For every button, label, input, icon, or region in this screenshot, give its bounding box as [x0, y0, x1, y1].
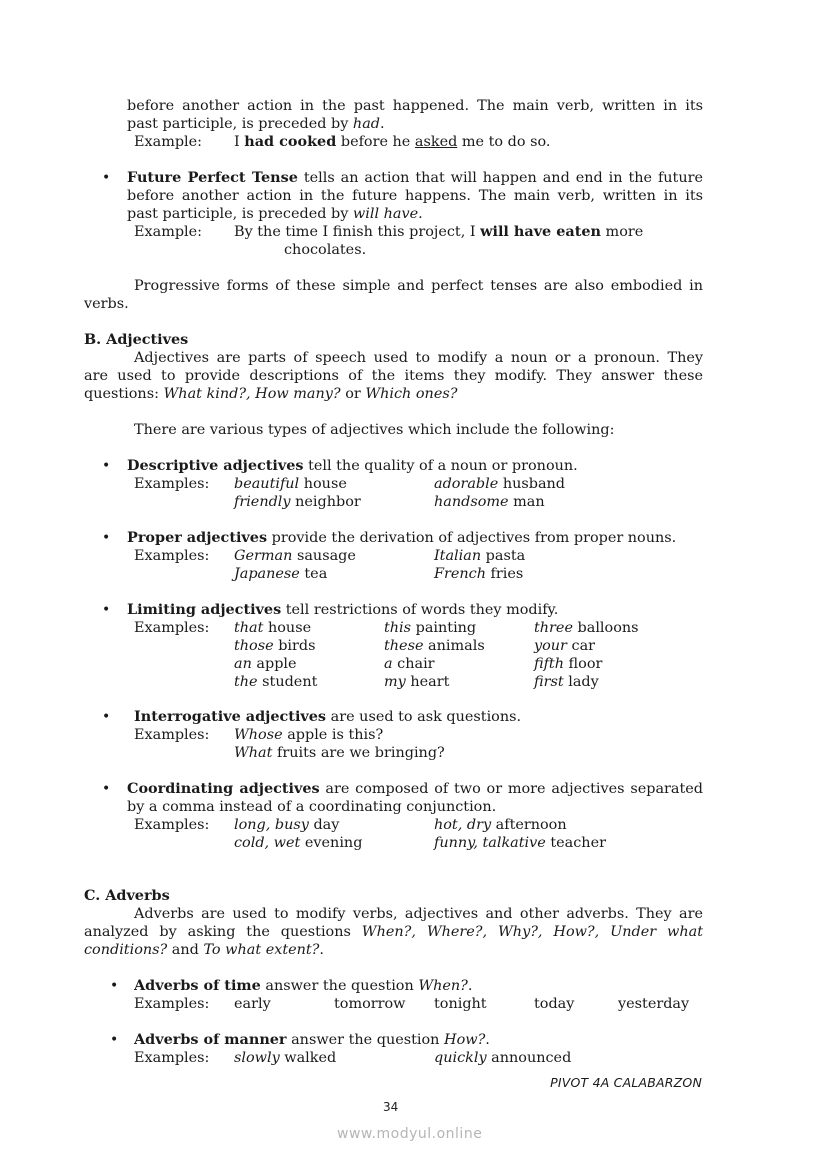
example-phrase [234, 619, 311, 637]
italic-text: When?, Where?, Why?, How?, Under what [361, 924, 703, 940]
italic-text: slowly [234, 1050, 280, 1066]
example-phrase [384, 619, 476, 637]
example-sentence [234, 223, 643, 241]
list-item-adverbs-time [134, 977, 472, 995]
text: questions: [84, 386, 164, 402]
example-phrase [384, 655, 435, 673]
list-item-limiting [127, 601, 558, 619]
bullet-icon: • [102, 602, 111, 618]
text: man [508, 494, 545, 510]
text: house [299, 476, 347, 492]
italic-text: first [534, 674, 564, 690]
text: before he [336, 134, 415, 150]
example-phrase [234, 637, 316, 655]
text: apple is this? [282, 727, 384, 743]
section-heading: C. Adverbs [84, 887, 170, 904]
examples-label: Examples: [134, 996, 210, 1012]
term: Coordinating adjectives [127, 780, 320, 797]
text: walked [279, 1050, 337, 1066]
text: floor [563, 656, 603, 672]
italic-text: Which ones? [365, 386, 458, 402]
paragraph-line: by a comma instead of a coordinating conjunction. [127, 799, 497, 815]
text: . [379, 116, 385, 132]
text: answer the question [286, 1032, 445, 1048]
paragraph-line [134, 349, 703, 367]
text: Adverbs are used to modify verbs, adjectives and other adverbs. They are [134, 906, 703, 922]
example-phrase [434, 493, 545, 511]
text: painting [411, 620, 477, 636]
italic-text: hot, dry [434, 817, 492, 833]
example-phrase [434, 565, 523, 583]
bold-text: had cooked [244, 133, 337, 150]
bullet-icon: • [102, 530, 111, 546]
text: lady [563, 674, 599, 690]
text: are used to ask questions. [326, 709, 522, 725]
italic-text: an [234, 656, 252, 672]
text: teacher [545, 835, 606, 851]
example-phrase [234, 816, 339, 834]
text: animals [423, 638, 485, 654]
text: . [418, 206, 423, 222]
example-phrase [534, 673, 599, 691]
text: I [234, 134, 245, 150]
text: fruits are we bringing? [272, 745, 445, 761]
bullet-icon: • [102, 170, 111, 186]
italic-text: beautiful [234, 476, 300, 492]
example-label: Example: [134, 134, 203, 150]
text: afternoon [491, 817, 567, 833]
example-phrase [234, 1049, 336, 1067]
italic-text: When? [418, 978, 468, 994]
example-phrase [234, 547, 356, 565]
text: announced [486, 1050, 572, 1066]
text: tells an action that will happen and end in the future [297, 170, 703, 186]
paragraph-line [127, 115, 385, 133]
examples-label: Examples: [134, 1050, 210, 1066]
italic-text: that [234, 620, 264, 636]
text: tea [299, 566, 328, 582]
paragraph-line: There are various types of adjectives which include the following: [134, 422, 615, 438]
text: past participle, is preceded by [127, 116, 353, 132]
bullet-icon: • [102, 709, 111, 725]
example-phrase [234, 744, 445, 762]
text: tell the quality of a noun or pronoun. [303, 458, 578, 474]
example-phrase [434, 1049, 571, 1067]
examples-label: Examples: [134, 476, 210, 492]
text: . [467, 978, 473, 994]
underlined-text: asked [414, 134, 458, 150]
text: analyzed by asking the questions [84, 924, 362, 940]
italic-text: three [534, 620, 573, 636]
example-label: Example: [134, 224, 203, 240]
text: before another action in the past happened. The main verb, written in its [127, 98, 703, 114]
example-phrase [534, 655, 602, 673]
paragraph-line [84, 923, 703, 941]
paragraph-line [127, 205, 423, 223]
italic-text: French [434, 566, 486, 582]
term: Adverbs of manner [134, 1031, 287, 1048]
example-sentence [234, 133, 550, 151]
text: apple [251, 656, 297, 672]
italic-text: fifth [534, 656, 564, 672]
example-phrase [234, 673, 317, 691]
italic-text: What [234, 745, 273, 761]
paragraph-line [127, 97, 703, 115]
paragraph-line [134, 277, 703, 295]
text: house [263, 620, 312, 636]
example-phrase [234, 655, 297, 673]
text: past participle, is preceded by [127, 206, 353, 222]
term: Proper adjectives [127, 529, 268, 546]
term: Future Perfect Tense [127, 169, 298, 186]
list-item-adverbs-manner [134, 1031, 490, 1049]
example-phrase [534, 637, 595, 655]
italic-text: What kind?, How many? [163, 386, 341, 402]
italic-text: To what extent? [203, 942, 320, 958]
list-item-proper [127, 529, 676, 547]
italic-text: handsome [434, 494, 509, 510]
italic-text: How? [444, 1032, 486, 1048]
text: birds [273, 638, 316, 654]
italic-text: this [384, 620, 412, 636]
text: are composed of two or more adjectives separated [319, 781, 703, 797]
bold-text: will have eaten [480, 223, 601, 240]
italic-text: the [234, 674, 258, 690]
text: are used to provide descriptions of the items they modify. They answer these [84, 368, 703, 384]
text: and [167, 942, 204, 958]
example-word: early [234, 996, 271, 1012]
text: husband [498, 476, 566, 492]
text: evening [300, 835, 363, 851]
text: chair [392, 656, 435, 672]
examples-label: Examples: [134, 620, 210, 636]
text: . [319, 942, 324, 958]
italic-text: Whose [234, 727, 283, 743]
paragraph-line [84, 941, 324, 959]
example-phrase [234, 726, 383, 744]
italic-text: Japanese [234, 566, 300, 582]
text: answer the question [260, 978, 419, 994]
italic-text: will have [352, 206, 419, 222]
italic-text: cold, wet [234, 835, 301, 851]
example-word: today [534, 996, 575, 1012]
italic-text: friendly [234, 494, 291, 510]
paragraph-line [84, 367, 703, 385]
term: Limiting adjectives [127, 601, 282, 618]
text: car [566, 638, 596, 654]
text: pasta [481, 548, 526, 564]
text: provide the derivation of adjectives from proper nouns. [267, 530, 677, 546]
text: heart [405, 674, 450, 690]
example-phrase [234, 565, 327, 583]
text: . [485, 1032, 490, 1048]
text: day [308, 817, 340, 833]
example-phrase [434, 475, 565, 493]
example-phrase [434, 547, 525, 565]
list-item-interrogative [134, 708, 521, 726]
text: sausage [292, 548, 356, 564]
text: me to do so. [457, 134, 551, 150]
text: Adjectives are parts of speech used to modify a noun or a pronoun. They [134, 350, 703, 366]
example-phrase [534, 619, 639, 637]
section-heading: B. Adjectives [84, 331, 189, 348]
example-phrase [384, 637, 485, 655]
paragraph-line [127, 187, 703, 205]
paragraph-line [127, 169, 703, 187]
italic-text: those [234, 638, 274, 654]
text: balloons [572, 620, 639, 636]
bullet-icon: • [110, 978, 119, 994]
text: tell restrictions of words they modify. [281, 602, 559, 618]
example-continuation: chocolates. [284, 242, 367, 258]
italic-text: had [352, 116, 380, 132]
list-item-descriptive [127, 457, 578, 475]
text: before another action in the future happens. The main verb, written in its [127, 188, 703, 204]
italic-text: funny, talkative [434, 835, 546, 851]
italic-text: Italian [434, 548, 482, 564]
example-phrase [234, 493, 361, 511]
page-number: 34 [383, 1100, 399, 1114]
italic-text: these [384, 638, 424, 654]
term: Adverbs of time [134, 977, 261, 994]
paragraph-line [134, 905, 703, 923]
example-phrase [234, 834, 362, 852]
text: fries [485, 566, 524, 582]
example-word: tonight [434, 996, 487, 1012]
text: By the time I finish this project, I [234, 224, 481, 240]
bullet-icon: • [102, 458, 111, 474]
paragraph-line: verbs. [84, 296, 129, 312]
italic-text: German [234, 548, 293, 564]
text: or [340, 386, 366, 402]
italic-text: your [534, 638, 567, 654]
watermark: www.modyul.online [337, 1126, 483, 1142]
term: Interrogative adjectives [134, 708, 327, 725]
paragraph-line [84, 385, 457, 403]
examples-label: Examples: [134, 548, 210, 564]
examples-label: Examples: [134, 817, 210, 833]
footer-source: PIVOT 4A CALABARZON [550, 1075, 702, 1090]
example-phrase [434, 834, 606, 852]
italic-text: conditions? [84, 942, 168, 958]
example-word: tomorrow [334, 996, 406, 1012]
italic-text: quickly [434, 1050, 487, 1066]
examples-label: Examples: [134, 727, 210, 743]
italic-text: a [384, 656, 393, 672]
text: more [600, 224, 644, 240]
text: neighbor [290, 494, 361, 510]
italic-text: my [384, 674, 406, 690]
bullet-icon: • [110, 1032, 119, 1048]
example-word: yesterday [618, 996, 690, 1012]
bullet-icon: • [102, 781, 111, 797]
list-item-coordinating [127, 780, 703, 798]
italic-text: long, busy [234, 817, 309, 833]
italic-text: adorable [434, 476, 499, 492]
text: student [257, 674, 318, 690]
example-phrase [234, 475, 347, 493]
example-phrase [434, 816, 567, 834]
term: Descriptive adjectives [127, 457, 304, 474]
example-phrase [384, 673, 449, 691]
text: Progressive forms of these simple and perfect tenses are also embodied in [134, 278, 703, 294]
